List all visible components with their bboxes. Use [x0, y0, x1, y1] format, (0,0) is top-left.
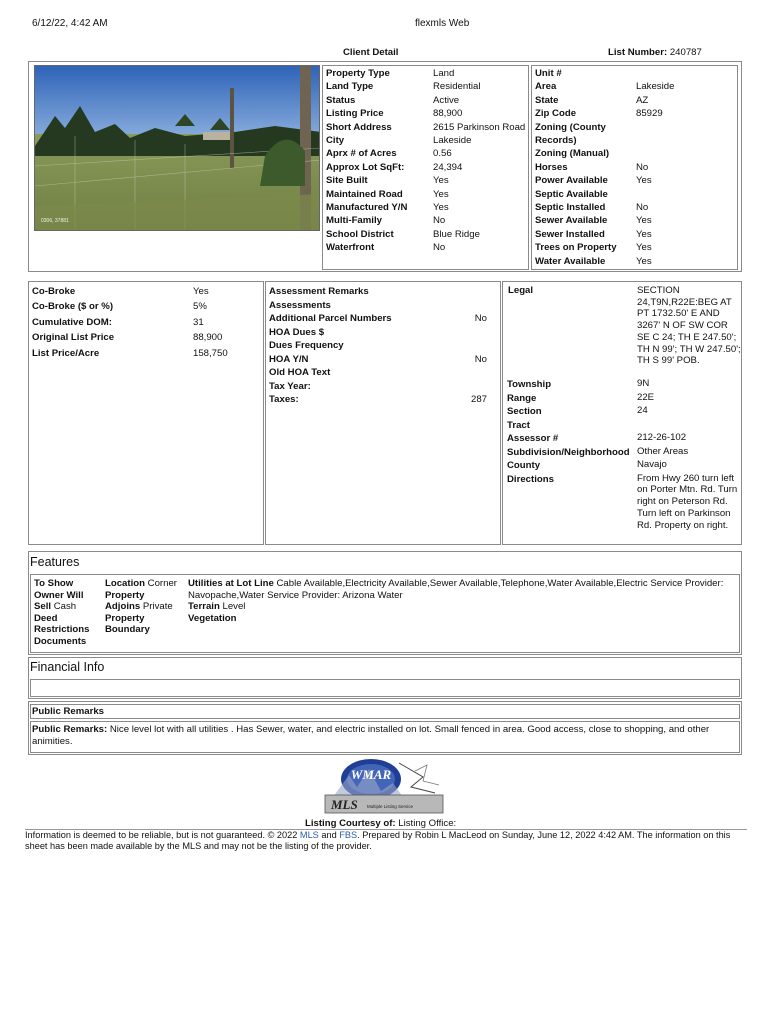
fbs-link[interactable]: FBS — [339, 830, 358, 840]
feature-cash: Cash — [53, 601, 77, 613]
details-left-row — [326, 121, 526, 134]
details-right-value — [636, 147, 735, 160]
cobroke-value: 158,750 — [193, 347, 228, 359]
details-right-row — [535, 201, 735, 214]
legal-more-row — [507, 419, 741, 433]
details-right-key: Septic Installed — [535, 202, 606, 214]
assessment-value — [429, 299, 497, 313]
details-left-row — [326, 161, 526, 174]
details-left-key: Short Address — [326, 121, 392, 133]
list-number — [608, 47, 702, 58]
details-right-value: AZ — [636, 94, 649, 106]
client-detail-title: Client Detail — [343, 47, 399, 58]
details-left-value: No — [433, 215, 446, 227]
feature-owner-will: Owner Will — [34, 589, 84, 601]
assessment-key: Tax Year: — [269, 380, 311, 392]
cobroke-value: 88,900 — [193, 332, 223, 344]
legal-more-value: 9N — [637, 378, 650, 389]
land-photo-image — [35, 66, 320, 231]
details-left-value: 24,394 — [433, 161, 463, 173]
legal-more-row — [507, 446, 741, 460]
public-remarks-label: Public Remarks: — [32, 724, 108, 735]
feature-location-label: Location — [105, 578, 145, 589]
details-left-key: Property Type — [326, 68, 390, 79]
details-right-value: No — [636, 161, 649, 173]
feature-sell: Sell — [34, 601, 52, 613]
details-left-row — [326, 228, 526, 241]
feature-property-1: Property — [105, 589, 145, 601]
legal-more-row — [507, 459, 741, 473]
feature-vegetation-label: Vegetation — [188, 612, 237, 624]
legal-label: Legal — [508, 285, 534, 296]
cobroke-row — [32, 330, 262, 345]
assessment-row — [269, 353, 497, 367]
details-left-row — [326, 241, 526, 254]
details-left-value: Lakeside — [433, 135, 472, 147]
assessment-key: HOA Dues $ — [269, 326, 325, 338]
legal-more-value: Navajo — [637, 459, 667, 470]
assessment-row — [269, 366, 497, 380]
feature-deed: Deed — [34, 612, 58, 624]
cobroke-key: Co-Broke ($ or %) — [32, 301, 114, 313]
legal-more-key: Subdivision/Neighborhood — [507, 446, 630, 458]
legal-more-row — [507, 432, 741, 446]
cobroke-key: Co-Broke — [32, 286, 76, 297]
cobroke-row — [32, 315, 262, 330]
details-right-key: Sewer Installed — [535, 228, 605, 240]
assessment-row — [269, 299, 497, 313]
feature-property-2: Property — [105, 612, 145, 624]
features-col3 — [188, 578, 736, 624]
assessment-row — [269, 285, 497, 299]
logo-sub-text: Multiple Listing Service — [367, 804, 414, 809]
details-left-key: Site Built — [326, 175, 368, 187]
disclaimer-and: and — [318, 830, 340, 840]
cobroke-value: Yes — [193, 286, 209, 297]
features-title: Features — [30, 555, 80, 569]
details-left-key: Listing Price — [326, 108, 384, 120]
cobroke-key: Original List Price — [32, 332, 115, 344]
assessment-row — [269, 380, 497, 394]
print-datetime: 6/12/22, 4:42 AM — [32, 18, 108, 29]
public-remarks-title: Public Remarks — [32, 706, 104, 717]
details-right-key: Zoning (County Records) — [535, 121, 606, 147]
details-right-value: Yes — [636, 255, 652, 267]
legal-more-key: Directions — [507, 473, 554, 485]
details-left-value: Active — [433, 94, 460, 106]
details-left-row — [326, 107, 526, 120]
details-right-row — [535, 94, 735, 107]
assessment-value — [429, 326, 497, 340]
details-right-value: No — [636, 202, 649, 214]
details-right-value — [636, 67, 735, 80]
feature-restrictions: Restrictions — [34, 624, 90, 636]
cobroke-row — [32, 299, 262, 314]
details-right-value: 85929 — [636, 108, 663, 120]
details-left-value: 88,900 — [433, 108, 463, 120]
details-right-row — [535, 214, 735, 227]
details-right-key: Water Available — [535, 255, 606, 267]
features-col2 — [105, 578, 177, 636]
details-right-key: Area — [535, 81, 557, 93]
feature-to-show: To Show — [34, 578, 74, 589]
legal-more-value: 212-26-102 — [637, 432, 687, 443]
details-right-key: Trees on Property — [535, 242, 617, 254]
details-left-key: School District — [326, 228, 394, 240]
feature-location-value: Corner — [147, 578, 177, 589]
cobroke-key: Cumulative DOM: — [32, 316, 112, 328]
wmar-mls-logo — [323, 757, 447, 815]
details-right-key: Horses — [535, 161, 568, 173]
details-left-key: Maintained Road — [326, 188, 403, 200]
details-right-row — [535, 121, 735, 148]
details-left-value: Yes — [433, 188, 449, 200]
details-left-value: Land — [433, 68, 455, 79]
assessment-row — [269, 326, 497, 340]
details-right-row — [535, 161, 735, 174]
legal-more-value: 22E — [637, 391, 655, 403]
assessment-value: No — [474, 313, 487, 324]
legal-more-key: County — [507, 460, 541, 471]
details-right-key: Septic Available — [535, 188, 608, 200]
details-right-row — [535, 255, 735, 268]
legal-more-row — [507, 392, 741, 406]
assessment-value — [429, 366, 497, 380]
details-right-row — [535, 188, 735, 201]
assessment-value — [429, 339, 497, 353]
legal-more-key: Range — [507, 392, 537, 404]
assessment-value — [429, 380, 497, 394]
courtesy-label: Listing Courtesy of: — [305, 818, 396, 829]
legal-more-value: From Hwy 260 turn left on Porter Mtn. Rd. Turn right on Peterson Rd. Turn left on Parkinson Rd. Property on right. — [637, 472, 738, 531]
details-right-value: Yes — [636, 175, 652, 187]
logo-mls-text: MLS — [331, 797, 358, 812]
details-left-key: Approx Lot SqFt: — [326, 161, 405, 173]
mls-link[interactable]: MLS — [299, 830, 319, 840]
details-right-key: Zoning (Manual) — [535, 148, 610, 160]
cobroke-value: 5% — [193, 301, 207, 313]
disclaimer-part-a: Information is deemed to be reliable, but is not guaranteed. © 2022 — [25, 830, 300, 840]
details-right-row — [535, 147, 735, 160]
details-left-key: Land Type — [326, 81, 374, 93]
assessment-key: Dues Frequency — [269, 340, 344, 351]
public-remarks-header — [30, 704, 740, 719]
assessment-key: HOA Y/N — [269, 353, 309, 365]
features-col1 — [34, 578, 89, 648]
feature-boundary: Boundary — [105, 624, 150, 636]
details-left-list — [326, 67, 526, 255]
details-left-row — [326, 201, 526, 214]
feature-adjoins-label: Adjoins — [105, 601, 141, 613]
legal-more-value — [637, 419, 741, 433]
details-left-value: Yes — [433, 202, 449, 214]
assessment-list — [269, 285, 497, 407]
legal-more-row — [507, 405, 741, 419]
assessment-value: 287 — [470, 394, 487, 405]
details-right-key: Sewer Available — [535, 215, 608, 227]
legal-value: SECTION 24,T9N,R22E:BEG AT PT 1732.50' E AND 3267' N OF SW COR SE C 24; TH E 247.50'; TH N 99'; TH W 247.50'; TH S 99' POB. — [637, 285, 741, 367]
details-right-value: Lakeside — [636, 81, 675, 93]
details-right-value — [636, 188, 735, 201]
details-left-key: City — [326, 135, 345, 147]
assessment-row — [269, 312, 497, 326]
details-right-key: State — [535, 94, 559, 106]
details-right-row — [535, 174, 735, 187]
details-right-value: Yes — [636, 242, 652, 254]
legal-more-value: Other Areas — [637, 445, 689, 457]
details-left-value: Blue Ridge — [433, 228, 480, 240]
cobroke-row — [32, 284, 262, 299]
details-left-value: No — [433, 242, 446, 254]
details-right-row — [535, 228, 735, 241]
list-number-value: 240787 — [669, 47, 702, 58]
details-left-key: Aprx # of Acres — [326, 148, 397, 160]
legal-more-list — [507, 378, 741, 531]
details-left-key: Waterfront — [326, 242, 375, 254]
details-left-row — [326, 188, 526, 201]
details-right-row — [535, 80, 735, 93]
financial-inner-box — [30, 679, 740, 697]
public-remarks-text — [32, 724, 736, 748]
details-right-value: Yes — [636, 228, 652, 240]
details-right-value — [636, 121, 735, 148]
assessment-value: No — [474, 353, 487, 365]
legal-more-value: 24 — [637, 405, 648, 416]
logo-top-text: WMAR — [350, 767, 392, 782]
legal-more-key: Assessor # — [507, 433, 559, 444]
feature-utilities-label: Utilities at Lot Line — [188, 578, 274, 589]
assessment-key: Taxes: — [269, 394, 299, 405]
list-number-label: List Number: — [608, 47, 668, 58]
assessment-key: Assessments — [269, 299, 331, 311]
feature-terrain-label: Terrain — [188, 601, 220, 613]
footer-disclaimer — [25, 830, 747, 851]
details-right-value: Yes — [636, 215, 652, 227]
photo-watermark: 0306, 37881 — [41, 218, 69, 224]
legal-more-key: Tract — [507, 419, 530, 431]
details-right-row — [535, 67, 735, 80]
cobroke-value: 31 — [193, 316, 204, 328]
listing-courtesy — [305, 818, 456, 829]
cobroke-key: List Price/Acre — [32, 347, 100, 359]
feature-adjoins-value: Private — [142, 601, 173, 613]
assessment-key: Additional Parcel Numbers — [269, 313, 392, 324]
details-left-row — [326, 134, 526, 147]
feature-utilities-value: Cable Available,Electricity Available,Sewer Available,Telephone,Water Available,Electric Service Provider: Navopache,Water Service Provider: Arizona Water — [188, 578, 724, 601]
page-title: flexmls Web — [415, 18, 470, 29]
public-remarks-body: Nice level lot with all utilities . Has Sewer, water, and electric installed on lot. Small fenced in area. Good access, close to shopping, and other animities. — [32, 724, 710, 747]
feature-terrain-value: Level — [222, 601, 246, 613]
property-photo[interactable] — [34, 65, 320, 231]
assessment-value — [429, 285, 497, 299]
cobroke-row — [32, 346, 262, 361]
details-left-value: Yes — [433, 175, 449, 187]
disclaimer-part-b: . Prepared by Robin L MacLeod on Sunday, June 12, 2022 4:42 AM. The information on this sheet has been made available by the MLS and may not be the listing of the provider. — [25, 830, 731, 851]
details-left-row — [326, 67, 526, 80]
assessment-key: Assessment Remarks — [269, 286, 369, 297]
details-left-value: 2615 Parkinson Road — [433, 121, 526, 133]
details-left-key: Status — [326, 94, 356, 106]
legal-more-row — [507, 378, 741, 392]
feature-documents: Documents — [34, 635, 87, 647]
details-left-row — [326, 80, 526, 93]
details-right-key: Zip Code — [535, 108, 577, 120]
details-right-row — [535, 241, 735, 254]
details-left-row — [326, 174, 526, 187]
details-right-key: Unit # — [535, 68, 562, 79]
details-left-value: 0.56 — [433, 148, 452, 160]
details-right-row — [535, 107, 735, 120]
cobroke-list — [32, 284, 262, 361]
details-left-row — [326, 94, 526, 107]
assessment-key: Old HOA Text — [269, 367, 331, 378]
legal-more-key: Township — [507, 379, 552, 390]
details-right-list — [535, 67, 735, 268]
legal-more-key: Section — [507, 406, 542, 417]
details-left-key: Manufactured Y/N — [326, 202, 408, 214]
details-left-value: Residential — [433, 81, 481, 93]
courtesy-value: Listing Office: — [398, 818, 457, 829]
details-left-row — [326, 214, 526, 227]
details-left-row — [326, 147, 526, 160]
assessment-row — [269, 339, 497, 353]
legal-more-row — [507, 473, 741, 532]
details-right-key: Power Available — [535, 175, 608, 187]
assessment-row — [269, 393, 497, 407]
details-left-key: Multi-Family — [326, 215, 382, 227]
financial-title: Financial Info — [30, 660, 105, 674]
